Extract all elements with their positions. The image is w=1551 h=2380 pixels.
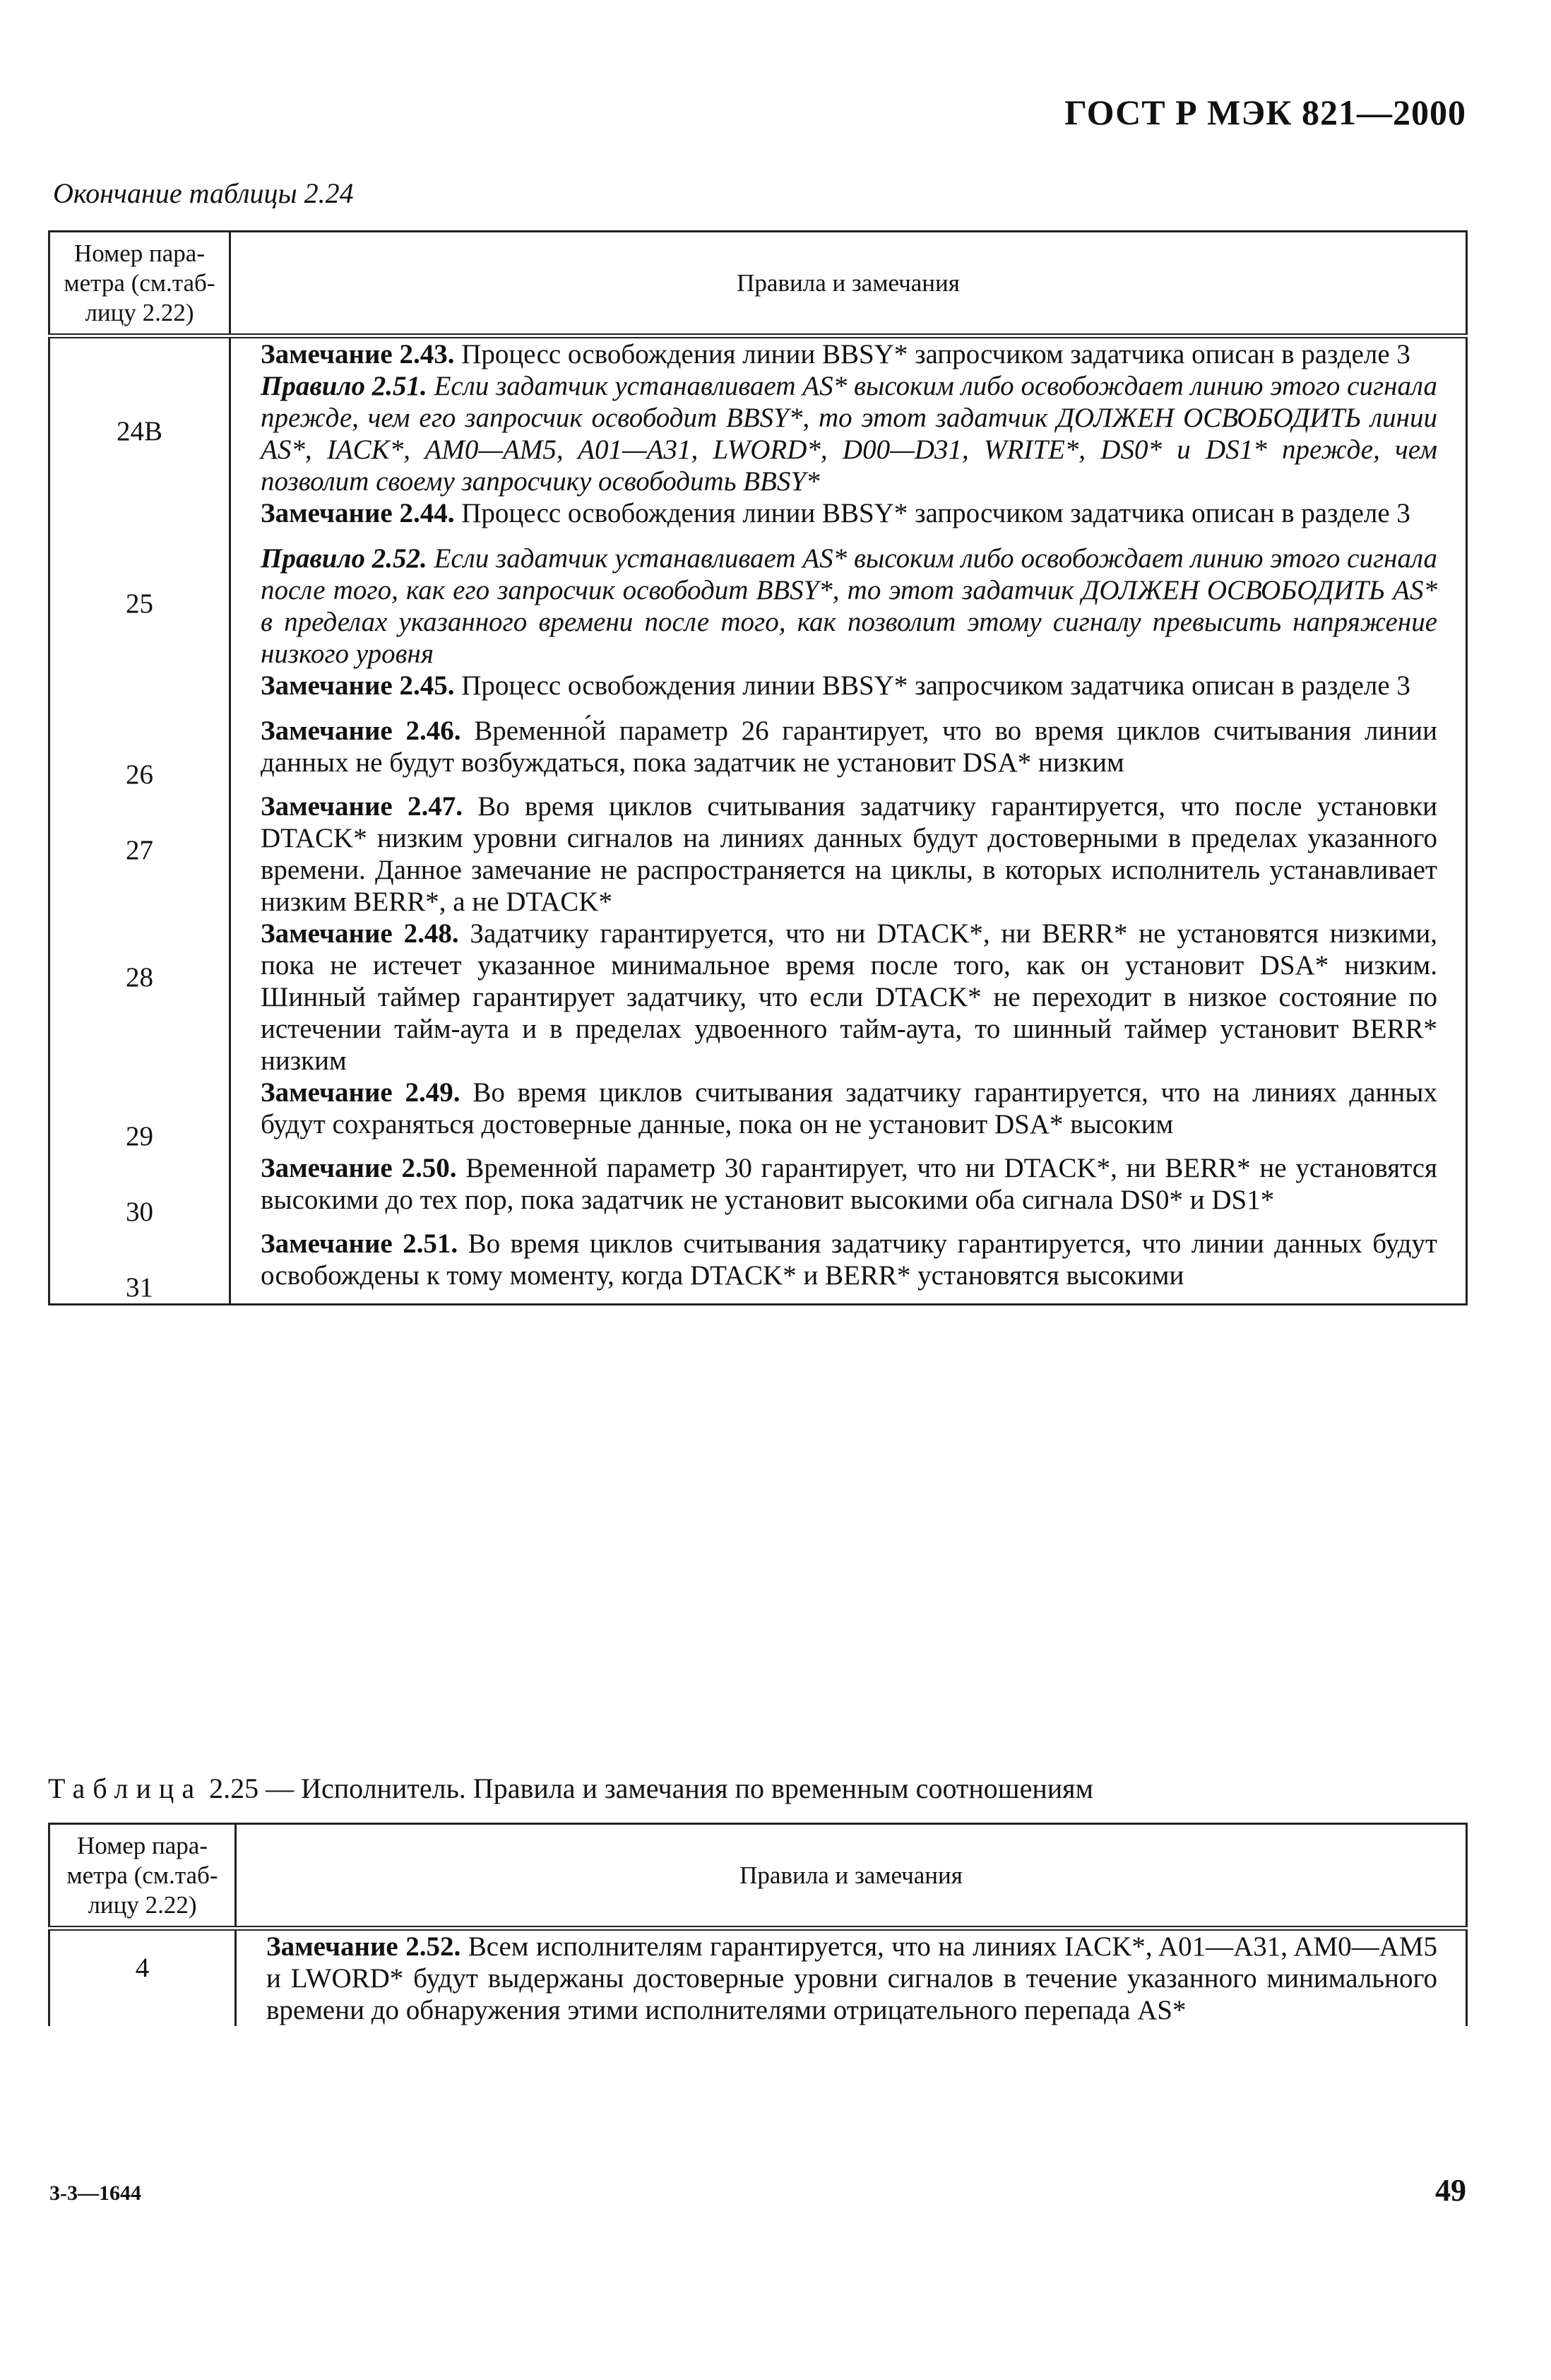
- table-row: [49, 1228, 1467, 1305]
- note-label: Замечание 2.44.: [261, 498, 455, 528]
- note-label: Замечание 2.47.: [261, 791, 463, 822]
- table-row: [49, 336, 1467, 371]
- table-2-24: [48, 230, 1468, 1306]
- table-row: [49, 918, 1467, 1077]
- note-entry: [230, 670, 1467, 715]
- parameter-number: 27: [49, 791, 230, 918]
- page-number: 49: [1435, 2173, 1466, 2208]
- note-label: Замечание 2.48.: [261, 918, 459, 949]
- note-entry: [230, 497, 1467, 543]
- parameter-number: 29: [49, 1077, 230, 1152]
- parameter-number: 26: [49, 715, 230, 791]
- entry-text: Во время циклов считывания задатчику гарантируется, что линии данных будут освобождены к тому моменту, когда DTACK* и BERR* установятся высокими: [261, 1229, 1437, 1291]
- parameter-number: [49, 670, 230, 715]
- parameter-number: 24В: [49, 370, 230, 497]
- rule-label: Правило 2.51.: [261, 371, 427, 401]
- parameter-number: 31: [49, 1228, 230, 1305]
- note-label: Замечание 2.45.: [261, 670, 455, 701]
- parameter-number: 30: [49, 1152, 230, 1228]
- entry-text: Временно́й параметр 26 гарантирует, что во время циклов считывания линии данных не будут возбуждаться, пока задатчик не установит DSA* низким: [261, 716, 1437, 778]
- table-row: [49, 497, 1467, 543]
- column-header-rules: Правила и замечания: [230, 232, 1467, 336]
- note-entry: [230, 336, 1467, 371]
- entry-text: Процесс освобождения линии BBSY* запросчиком задатчика описан в разделе 3: [461, 670, 1410, 701]
- note-entry: [230, 1228, 1467, 1305]
- column-header-rules: Правила и замечания: [236, 1824, 1467, 1929]
- entry-text: Процесс освобождения линии BBSY* запросчиком задатчика описан в разделе 3: [461, 339, 1410, 369]
- entry-text: Во время циклов считывания задатчику гарантируется, что на линиях данных будут сохраняться достоверные данные, пока он не установит DSA* высоким: [261, 1077, 1437, 1139]
- note-entry: [236, 1929, 1467, 2027]
- table-row: [49, 1152, 1467, 1228]
- column-header-parameter: Номер пара- метра (см.таб- лицу 2.22): [49, 1824, 236, 1929]
- entry-text: Если задатчик устанавливает AS* высоким либо освобождает линию этого сигнала после того, как его запросчик освободит BBSY*, то этот задатчик ДОЛЖЕН ОСВОБОДИТЬ AS* в пределах указанного времени после того, как позволит этому сигналу превысить напряжение низкого уровня: [261, 543, 1438, 669]
- table-row: [49, 543, 1467, 670]
- entry-text: Во время циклов считывания задатчику гарантируется, что после установки DTACK* низким уровни сигналов на линиях данных будут достоверными в пределах указанного времени. Данное замечание не распространяется на циклы, в которых исполнитель устанавливает низким BERR*, а не DTACK*: [261, 791, 1438, 917]
- table-2-25-title: Таблица 2.25 — Исполнитель. Правила и замечания по временным соотношениям: [48, 1772, 1093, 1804]
- table-row: [49, 715, 1467, 791]
- entry-text: Если задатчик устанавливает AS* высоким либо освобождает линию этого сигнала прежде, чем его запросчик освободит BBSY*, то этот задатчик ДОЛЖЕН ОСВОБОДИТЬ линии AS*, IACK*, AM0—AM5, A01—A31, LWORD*, D00—D31, WRITE*, DS0* и DS1* прежде, чем позволит своему запросчику освободить BBSY*: [261, 371, 1438, 497]
- table-row: [49, 1077, 1467, 1152]
- table-continuation-caption: Окончание таблицы 2.24: [53, 177, 354, 209]
- column-header-parameter: Номер пара- метра (см.таб- лицу 2.22): [49, 232, 230, 336]
- note-entry: [230, 715, 1467, 791]
- standard-header: ГОСТ Р МЭК 821—2000: [1064, 93, 1466, 132]
- entry-text: Задатчику гарантируется, что ни DTACK*, ни BERR* не установятся низкими, пока не истечет указанное минимальное время после того, как он установит DSA* низким. Шинный таймер гарантирует задатчику, что если DTACK* не переходит в низкое состояние по истечении тайм-аута и в пределах удвоенного тайм-аута, то шинный таймер установит BERR* низким: [261, 918, 1437, 1076]
- note-entry: [230, 918, 1467, 1077]
- table-row: [49, 370, 1467, 497]
- note-label: Замечание 2.51.: [261, 1229, 458, 1259]
- note-entry: [230, 791, 1467, 918]
- parameter-number: 28: [49, 918, 230, 1077]
- note-entry: [230, 1152, 1467, 1228]
- parameter-number: [49, 336, 230, 371]
- note-label: Замечание 2.46.: [261, 716, 461, 746]
- parameter-number: 4: [49, 1929, 236, 2027]
- table-2-25: [48, 1823, 1468, 2026]
- note-label: Замечание 2.43.: [261, 339, 455, 369]
- print-code: 3-3—1644: [49, 2181, 141, 2205]
- rule-entry: [230, 370, 1467, 497]
- note-label: Замечание 2.50.: [261, 1153, 457, 1183]
- parameter-number: 25: [49, 543, 230, 670]
- table-row: [49, 791, 1467, 918]
- rule-label: Правило 2.52.: [261, 543, 427, 574]
- table-row: [49, 670, 1467, 715]
- entry-text: Временной параметр 30 гарантирует, что ни DTACK*, ни BERR* не установятся высокими до тех пор, пока задатчик не установит высокими оба сигнала DS0* и DS1*: [261, 1153, 1437, 1215]
- table-row: [49, 1929, 1467, 2027]
- note-entry: [230, 1077, 1467, 1152]
- entry-text: Всем исполнителям гарантируется, что на линиях IACK*, A01—A31, AM0—AM5 и LWORD* будут выдержаны достоверные уровни сигналов в течение указанного минимального времени до обнаружения этими исполнителями отрицательного перепада AS*: [266, 1931, 1438, 2025]
- note-label: Замечание 2.52.: [266, 1931, 461, 1962]
- entry-text: Процесс освобождения линии BBSY* запросчиком задатчика описан в разделе 3: [461, 498, 1410, 528]
- parameter-number: [49, 497, 230, 543]
- rule-entry: [230, 543, 1467, 670]
- note-label: Замечание 2.49.: [261, 1077, 460, 1108]
